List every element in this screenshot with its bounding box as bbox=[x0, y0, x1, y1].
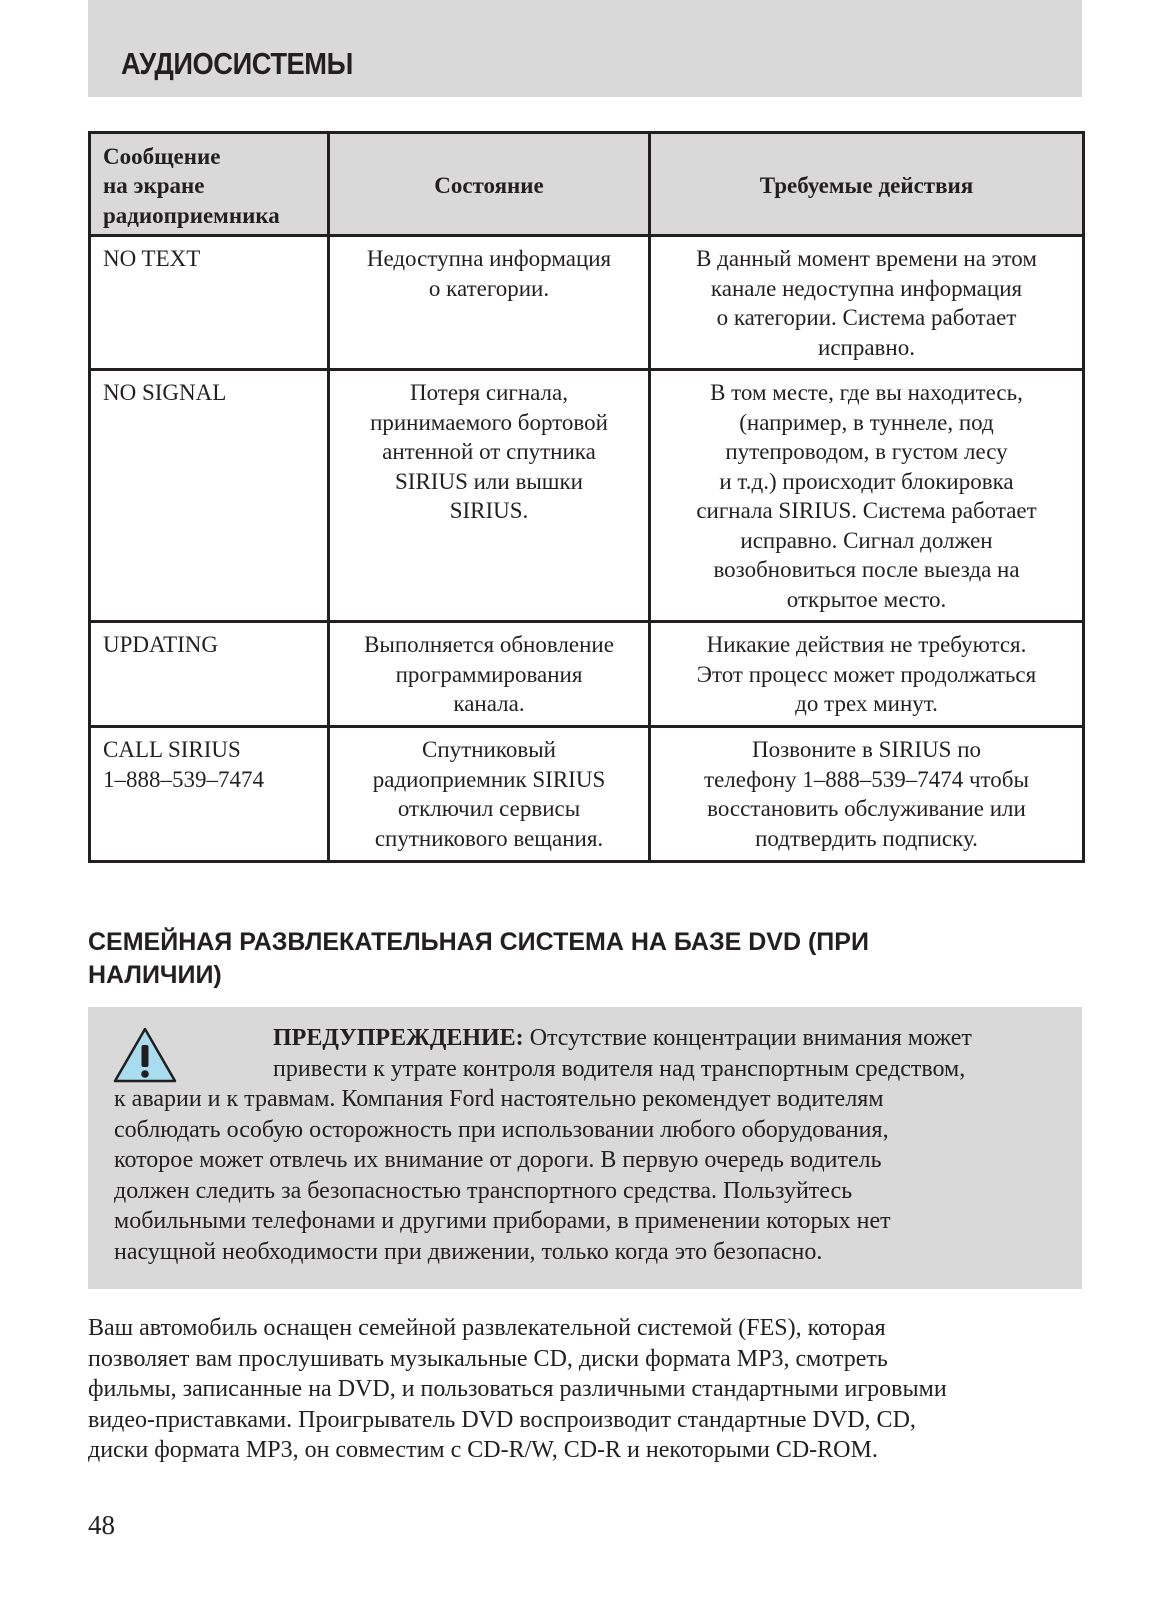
cell-line: подтвердить подписку. bbox=[755, 825, 978, 851]
cell-line: восстановить обслуживание или bbox=[707, 796, 1026, 821]
warning-first-line bbox=[114, 1023, 1014, 1054]
cell-state bbox=[329, 370, 650, 622]
cell-action bbox=[650, 727, 1084, 862]
cell-line: CALL SIRIUS bbox=[103, 737, 241, 762]
cell-line: принимаемого бортовой bbox=[370, 409, 608, 435]
header-line: Требуемые действия bbox=[759, 173, 974, 199]
cell-line: до трех минут. bbox=[795, 691, 938, 716]
header-line: Состояние bbox=[434, 173, 544, 199]
table-row bbox=[90, 370, 1084, 622]
cell-line: путепроводом, в густом лесу bbox=[725, 439, 1008, 464]
body-line: диски формата MP3, он совместим с CD-R/W, CD-R и некоторыми CD-ROM. bbox=[88, 1437, 878, 1463]
cell-line: UPDATING bbox=[103, 632, 218, 657]
cell-action bbox=[650, 370, 1084, 622]
cell-state bbox=[329, 727, 650, 862]
cell-line: Спутниковый bbox=[422, 737, 556, 762]
section-heading-line: СЕМЕЙНАЯ РАЗВЛЕКАТЕЛЬНАЯ СИСТЕМА НА БАЗЕ DVD (ПРИ bbox=[88, 928, 869, 956]
warning-line: мобильными телефонами и другими приборами, в применении которых нет bbox=[114, 1208, 891, 1234]
page-header bbox=[88, 0, 1082, 97]
cell-line: Выполняется обновление bbox=[364, 632, 614, 657]
body-paragraph bbox=[88, 1313, 1082, 1466]
cell-line: исправно. bbox=[818, 334, 915, 360]
cell-action bbox=[650, 236, 1084, 370]
cell-line: открытое место. bbox=[786, 586, 947, 612]
warning-label: ПРЕДУПРЕЖДЕНИЕ: bbox=[273, 1025, 524, 1051]
cell-state bbox=[329, 236, 650, 370]
cell-line: и т.д.) происходит блокировка bbox=[719, 468, 1014, 494]
cell-line: NO SIGNAL bbox=[103, 380, 227, 405]
cell-line: о категории. Система работает bbox=[716, 305, 1017, 330]
cell-line: Никакие действия не требуются. bbox=[706, 632, 1027, 657]
cell-line: отключил сервисы bbox=[397, 796, 581, 821]
cell-line: спутникового вещания. bbox=[374, 825, 604, 851]
cell-message bbox=[90, 727, 329, 862]
cell-message bbox=[90, 622, 329, 727]
warning-line: насущной необходимости при движении, только когда это безопасно. bbox=[114, 1238, 823, 1265]
table-row bbox=[90, 236, 1084, 370]
body-line: фильмы, записанные на DVD, и пользоваться различными стандартными игровыми bbox=[88, 1376, 947, 1402]
body-line: видео-приставками. Проигрыватель DVD воспроизводит стандартные DVD, CD, bbox=[88, 1406, 916, 1433]
cell-line: радиоприемник SIRIUS bbox=[372, 766, 606, 792]
header-line: радиоприемника bbox=[103, 202, 280, 228]
radio-messages-table bbox=[88, 131, 1085, 863]
warning-text bbox=[114, 1023, 1014, 1267]
page-title: АУДИОСИСТЕМЫ bbox=[121, 46, 353, 81]
section-heading-line: НАЛИЧИИ) bbox=[88, 961, 222, 989]
cell-line: сигнала SIRIUS. Система работает bbox=[696, 498, 1037, 523]
cell-line: 1–888–539–7474 bbox=[103, 766, 264, 792]
table-row bbox=[90, 622, 1084, 727]
warning-line: привести к утрате контроля водителя над транспортным средством, bbox=[273, 1055, 966, 1082]
table-row bbox=[90, 727, 1084, 862]
cell-line: SIRIUS или вышки bbox=[395, 468, 583, 494]
cell-line: В том месте, где вы находитесь, bbox=[710, 380, 1023, 405]
cell-message bbox=[90, 236, 329, 370]
cell-line: канале недоступна информация bbox=[710, 275, 1023, 301]
cell-line: о категории. bbox=[428, 275, 550, 301]
cell-line: антенной от спутника bbox=[382, 439, 596, 464]
cell-line: Недоступна информация bbox=[366, 246, 612, 271]
cell-action bbox=[650, 622, 1084, 727]
warning-box bbox=[88, 1007, 1082, 1289]
body-line: позволяет вам прослушивать музыкальные CD, диски формата MP3, смотреть bbox=[88, 1345, 888, 1372]
column-header-state bbox=[329, 133, 650, 236]
cell-line: канала. bbox=[453, 691, 525, 716]
cell-line: NO TEXT bbox=[103, 246, 201, 271]
cell-line: Позвоните в SIRIUS по bbox=[751, 737, 982, 762]
cell-line: Этот процесс может продолжаться bbox=[696, 661, 1037, 687]
warning-line: Отсутствие концентрации внимания может bbox=[523, 1025, 972, 1051]
column-header-message bbox=[90, 133, 329, 236]
cell-state bbox=[329, 622, 650, 727]
body-line: Ваш автомобиль оснащен семейной развлекательной системой (FES), которая bbox=[88, 1315, 886, 1341]
cell-line: телефону 1–888–539–7474 чтобы bbox=[704, 766, 1029, 792]
table-header-row bbox=[90, 133, 1084, 236]
header-line: на экране bbox=[103, 173, 205, 199]
cell-line: Потеря сигнала, bbox=[409, 380, 568, 405]
cell-message bbox=[90, 370, 329, 622]
header-line: Сообщение bbox=[103, 143, 221, 169]
warning-line: которое может отвлечь их внимание от дороги. В первую очередь водитель bbox=[114, 1147, 882, 1173]
page-number: 48 bbox=[88, 1510, 115, 1540]
cell-line: программирования bbox=[395, 661, 583, 687]
section-heading bbox=[88, 926, 1078, 992]
cell-line: исправно. Сигнал должен bbox=[740, 527, 993, 553]
cell-line: возобновиться после выезда на bbox=[713, 557, 1020, 582]
warning-line: должен следить за безопасностью транспортного средства. Пользуйтесь bbox=[114, 1177, 853, 1204]
warning-line: к аварии и к травмам. Компания Ford настоятельно рекомендует водителям bbox=[114, 1086, 884, 1112]
cell-line: В данный момент времени на этом bbox=[696, 246, 1037, 271]
cell-line: (например, в туннеле, под bbox=[739, 409, 994, 435]
cell-line: SIRIUS. bbox=[449, 498, 529, 523]
warning-line: соблюдать особую осторожность при использовании любого оборудования, bbox=[114, 1116, 889, 1143]
column-header-action bbox=[650, 133, 1084, 236]
